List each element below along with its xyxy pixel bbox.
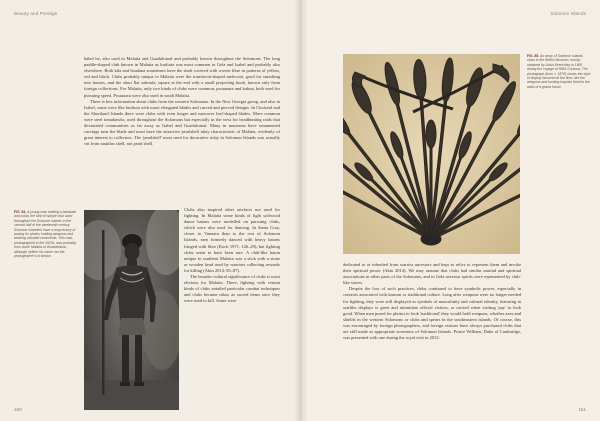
clubs-fan-illustration <box>343 54 520 254</box>
paragraph: dedicated to or inherited from warrior ancestors and kept as relics to represent them and invoke their spiritual power (Akin 2014). We may assume that clubs had similar martial and spiritual associations in other parts of the Solomons, and in Gela ancestor spirits were represented by club-like staves. <box>343 262 521 286</box>
running-head-left: Beauty and Prestige <box>14 11 58 16</box>
book-gutter-shadow <box>294 0 308 421</box>
paragraph: babel be, also used in Malaita and Guadalcanal and probably known throughout the Solomons. The long paddle-shaped club known in Malaita as luufiuta was most common in Gela and Isabel and probably also elsewhere. Both kila and Isualana sometimes have the shaft covered with woven fibre in patterns of yellow, red and black. Clubs probably unique to Malaita were the truncheon-shaped meleconi, good for smashing into houses, and the short flat subunfa, square at the end with a small projecting knob, known only from foreign collections. For Malaita, only two kinds of clubs were common, pwaauara and kukua, both used for pursuing speed. Pwaauara were also used in south Malaita. <box>84 56 280 98</box>
paragraph: Clubs also inspired other artefacts not used for fighting. In Malaita some kinds of light softwood dance batons were modelled on pursuing clubs, which were also used for dancing. In Santa Cruz, closer to Vanuatu than to the rest of Solomon Islands, men formerly danced with heavy batons fringed with fibre (Koch 1971: 126–29), but fighting clubs seem to have been rare. A club-like baton unique to southern Malaita was a stick with a stone or wooden head used by warriors collecting rewards for killing (Akin 2014: 85–87). <box>184 207 280 273</box>
paragraph: There is less information about clubs from the western Solomons. In the New Georgia group, and also in Isabel, some were like luufiuta with more elongated blades and carved and pierced designs. In Choiseul and the Shortland Islands there were clubs with even longer and narrower leaf-shaped blades. More common were steel tomahawks, used throughout the Solomons but especially in the west for headhunting raids that devastated communities as far away as Isabel and Guadalcanal. Many in museums have ornamented carvings near the blade and most have the attractive pearlshell inlay characteristic of Malaita, evidently of great interest to collectors. The 'pearlshell' most used for decorative inlay in Solomon Islands was actually cut from nautilus shell, not pearl shell. <box>84 98 280 147</box>
caption-text: An array of Solomon Islands clubs in the British Museum, mostly obtained by Julius Brenchley in 1865 during the voyage of HMS Curacoa. The photograph (from c. 1870) shows the style of display favoured at the time; like the weapons and hunting trophies fixed to the walls of a grand house. <box>527 54 591 89</box>
folio-left: 150 <box>14 407 22 412</box>
club-array-plate <box>343 54 520 254</box>
left-body-text-top <box>84 56 280 206</box>
figure-number: FIG. 85. <box>527 54 540 58</box>
fig-85-caption <box>527 54 591 89</box>
fig-84-caption <box>14 210 78 258</box>
folio-right: 151 <box>578 407 586 412</box>
caption-text: A young man holding a bakakaki and a kila, the kind of simple club used throughout the Solomon Islands in the second half of the nineteenth century. Solomon Islanders have a long history of posing for photos holding weapons and wearing valuable ornaments. This man, photographed in the 1920s, was probably from south Malaita or Guadalcanal, although neither his name nor the photographer's is known. <box>14 210 77 259</box>
paragraph: The broader cultural significance of clubs is most obvious for Malaita. There, fighting with certain kinds of clubs entailed particular combat techniques and clubs became taboo as sacred items once they were used to kill. Some were <box>184 274 280 304</box>
left-page <box>0 0 299 421</box>
figure-number: FIG. 84. <box>14 210 27 214</box>
left-body-text-narrow <box>184 207 280 407</box>
warrior-figure-illustration <box>84 210 179 410</box>
running-head-right: Solomon Islands <box>550 11 586 16</box>
warrior-photograph <box>84 210 179 410</box>
right-body-text <box>343 262 521 402</box>
paragraph: Despite the loss of such practices, clubs continued to have symbolic power, especially in contexts associated with kastom or traditional culture. Long after weapons were no longer needed for fighting, they were still displayed as symbols of masculinity and cultural identity, featuring in warlike displays to greet and intimidate official visitors, or carried when visiting 'pay' to look good. When men posed for photos to look 'traditional' they would hold weapons, whether axes and shields in the western Solomons or clubs and spears in the southeastern islands. Of course, this was encouraged by foreign photographers, and foreign visitors have always purchased clubs that are still made as appropriate souvenirs of Solomon Islands. Prince William, Duke of Cambridge, was presented with one during the royal visit in 2012. <box>343 286 521 341</box>
